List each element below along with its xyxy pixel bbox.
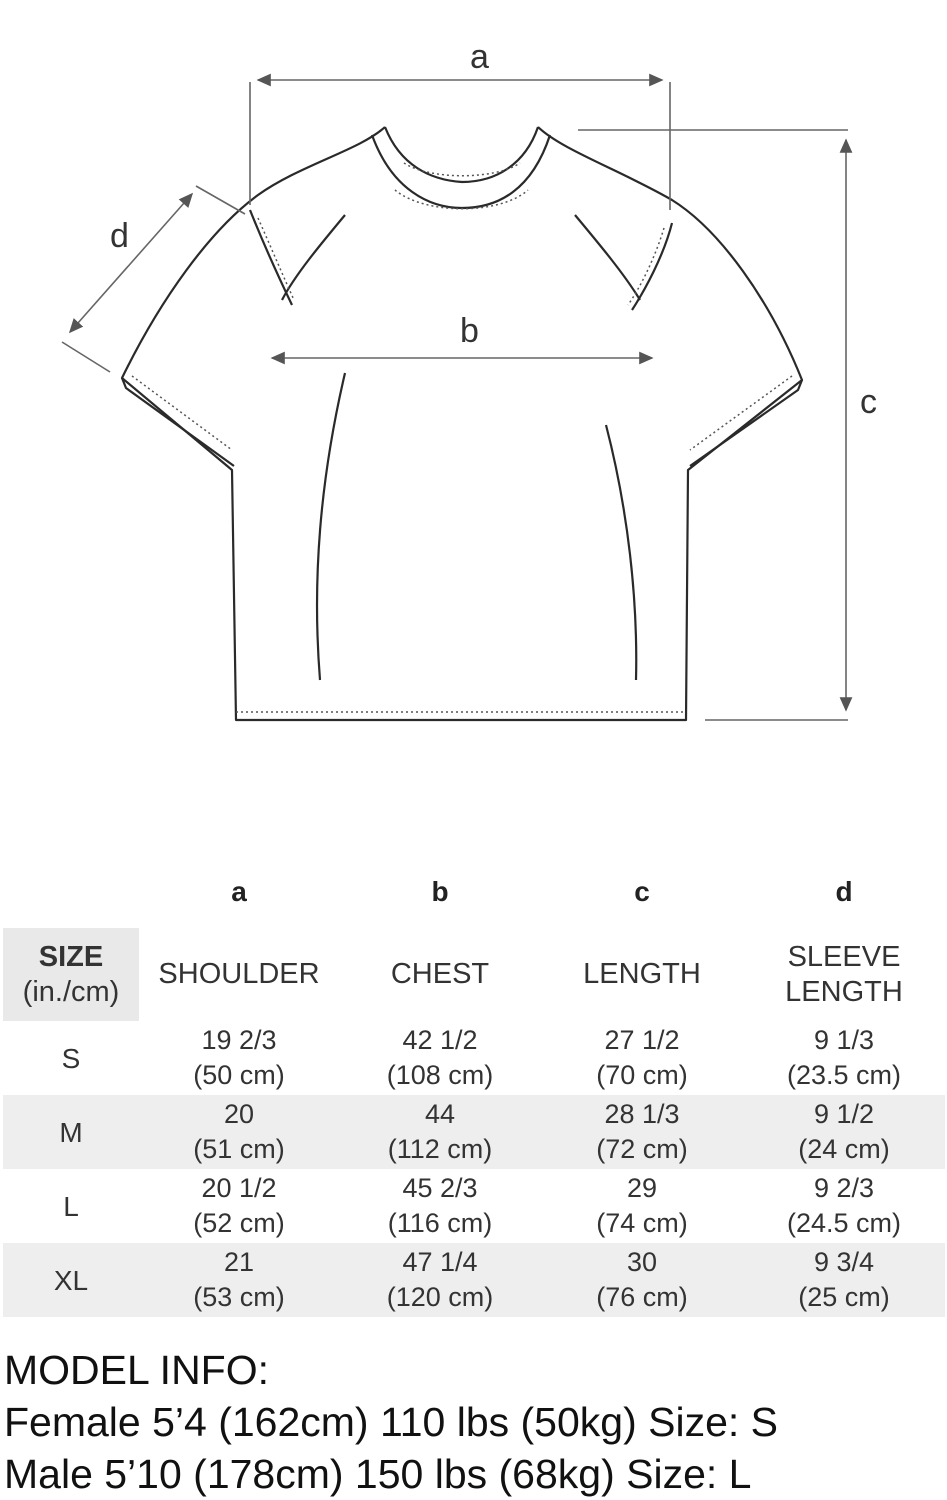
cell-m-sleeve xyxy=(743,1095,945,1169)
dimension-c xyxy=(578,130,848,720)
cell-l-length xyxy=(541,1169,743,1243)
header-shoulder xyxy=(139,928,339,1021)
size-cell-xl: XL xyxy=(3,1243,139,1317)
letter-cell-d: d xyxy=(835,876,853,907)
letter-cell-c: c xyxy=(634,876,650,907)
value-in: 9 3/4 xyxy=(813,1247,875,1277)
value-in: 42 1/2 xyxy=(402,1025,478,1055)
cell-xl-shoulder xyxy=(139,1243,339,1317)
size-chart-table xyxy=(3,855,945,1317)
cell-l-sleeve xyxy=(743,1169,945,1243)
size-header-cell xyxy=(3,928,139,1021)
size-cell-m: M xyxy=(3,1095,139,1169)
value-in: 27 1/2 xyxy=(604,1025,680,1055)
value-in: 9 2/3 xyxy=(813,1173,875,1203)
value-cm: (52 cm) xyxy=(193,1208,285,1238)
value-in: 21 xyxy=(223,1247,255,1277)
header-chest xyxy=(339,928,541,1021)
value-cm: (25 cm) xyxy=(798,1282,890,1312)
header-sleeve-label-line2: LENGTH xyxy=(785,975,903,1008)
dim-label-b: b xyxy=(460,312,479,350)
model-info-title: MODEL INFO: xyxy=(4,1347,269,1393)
dim-label-a: a xyxy=(470,38,489,76)
value-in: 20 1/2 xyxy=(201,1173,277,1203)
value-cm: (72 cm) xyxy=(596,1134,688,1164)
value-in: 30 xyxy=(626,1247,658,1277)
cell-s-sleeve xyxy=(743,1021,945,1095)
cell-l-shoulder xyxy=(139,1169,339,1243)
value-cm: (23.5 cm) xyxy=(786,1060,902,1090)
value-in: 9 1/3 xyxy=(813,1025,875,1055)
dim-label-c: c xyxy=(860,383,877,421)
cell-m-chest xyxy=(339,1095,541,1169)
header-shoulder-label: SHOULDER xyxy=(158,958,320,990)
value-in: 28 1/3 xyxy=(604,1099,680,1129)
value-cm: (108 cm) xyxy=(386,1060,494,1090)
cell-s-shoulder xyxy=(139,1021,339,1095)
value-cm: (53 cm) xyxy=(193,1282,285,1312)
table-row-s xyxy=(3,1021,945,1095)
cell-xl-sleeve xyxy=(743,1243,945,1317)
value-cm: (24.5 cm) xyxy=(786,1208,902,1238)
size-cell-s: S xyxy=(61,1042,81,1074)
model-info-male: Male 5’10 (178cm) 150 lbs (68kg) Size: L xyxy=(4,1451,752,1497)
table-row-l xyxy=(3,1169,945,1243)
value-cm: (70 cm) xyxy=(596,1060,688,1090)
size-cell-l: L xyxy=(63,1190,79,1222)
value-in: 9 1/2 xyxy=(813,1099,875,1129)
size-header-unit: (in./cm) xyxy=(22,975,120,1008)
table-row-xl xyxy=(3,1243,945,1317)
cell-s-length xyxy=(541,1021,743,1095)
table-letter-row xyxy=(3,855,945,928)
cell-xl-length xyxy=(541,1243,743,1317)
cell-m-shoulder xyxy=(139,1095,339,1169)
cell-xl-chest xyxy=(339,1243,541,1317)
size-header-title: SIZE xyxy=(38,940,104,973)
cell-l-chest xyxy=(339,1169,541,1243)
value-in: 44 xyxy=(424,1099,456,1129)
value-cm: (74 cm) xyxy=(596,1208,688,1238)
table-header-row xyxy=(3,928,945,1021)
value-cm: (120 cm) xyxy=(386,1282,494,1312)
value-in: 47 1/4 xyxy=(402,1247,478,1277)
header-length xyxy=(541,928,743,1021)
model-info xyxy=(4,1344,944,1500)
letter-cell-a: a xyxy=(231,876,247,907)
value-in: 19 2/3 xyxy=(201,1025,277,1055)
value-cm: (50 cm) xyxy=(193,1060,285,1090)
dimension-d xyxy=(62,186,245,372)
value-cm: (112 cm) xyxy=(387,1134,493,1164)
cell-s-chest xyxy=(339,1021,541,1095)
letter-cell-empty xyxy=(3,855,139,928)
header-sleeve-length xyxy=(743,928,945,1021)
header-length-label: LENGTH xyxy=(583,958,701,990)
stitch-lines xyxy=(132,163,792,712)
table-row-m xyxy=(3,1095,945,1169)
value-cm: (116 cm) xyxy=(387,1208,493,1238)
value-in: 20 xyxy=(223,1099,255,1129)
model-info-female: Female 5’4 (162cm) 110 lbs (50kg) Size: S xyxy=(4,1399,779,1445)
value-in: 29 xyxy=(626,1173,658,1203)
value-in: 45 2/3 xyxy=(402,1173,478,1203)
header-sleeve-label-line1: SLEEVE xyxy=(787,940,901,973)
dimension-a xyxy=(250,80,670,210)
value-cm: (76 cm) xyxy=(596,1282,688,1312)
value-cm: (24 cm) xyxy=(798,1134,890,1164)
letter-cell-b: b xyxy=(431,876,449,907)
header-chest-label: CHEST xyxy=(390,958,490,990)
cell-m-length xyxy=(541,1095,743,1169)
dim-label-d: d xyxy=(110,217,129,255)
tshirt-outline xyxy=(122,127,802,720)
value-cm: (51 cm) xyxy=(193,1134,285,1164)
